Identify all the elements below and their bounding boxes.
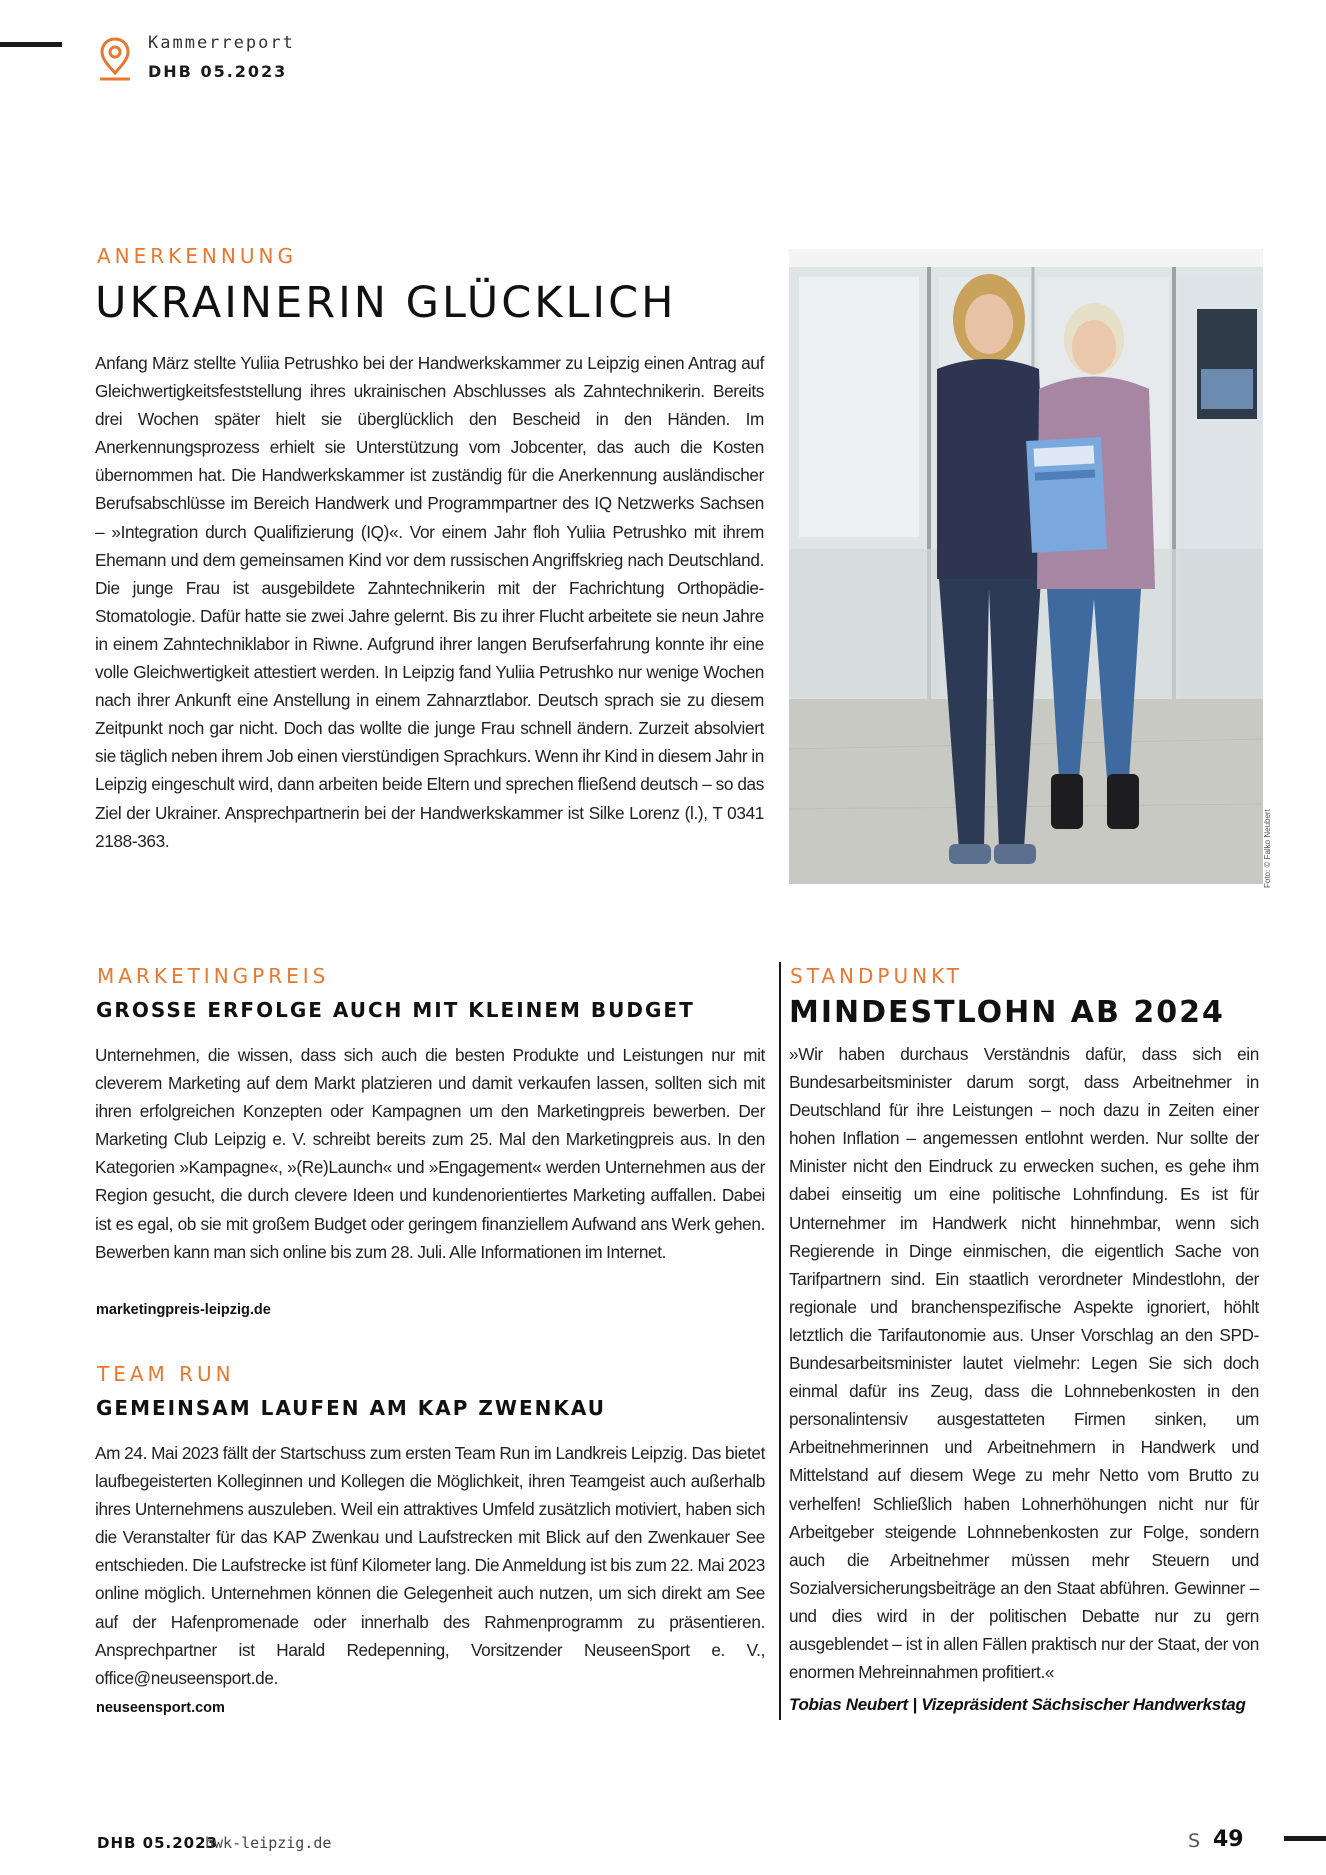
header-issue: DHB 05.2023 [148, 62, 288, 81]
marketing-body: Unternehmen, die wissen, dass sich auch die besten Produkte und Leistungen nur mit cleverem Marketing auf dem Markt platzieren und damit verkaufen lassen, sollten sich mit ihren erfolgreichen Konzepten oder Kampagnen um den Marketingpreis bewerben. Der Marketing Club Leipzig e. V. schreibt bereits zum 25. Mal den Marketingpreis aus. In den Kategorien »Kampagne«, »(Re)Launch« und »Engagement« werden Unternehmen aus der Region gesucht, die durch clevere Ideen und kundenorientiertes Marketing auffallen. Dabei ist es egal, ob sie mit großem Budget oder geringem finanziellem Aufwand ans Werk gehen. Bewerben kann man sich online bis zum 28. Juli. Alle Informationen im Internet. [95, 1045, 765, 1262]
footer-page-number: 49 [1213, 1827, 1244, 1852]
main-article-body: Anfang März stellte Yuliia Petrushko bei der Handwerkskammer zu Leipzig einen Antrag auf Gleichwertigkeitsfeststellung ihres ukrainischen Abschlusses als Zahntechnikerin. Bereits drei Wochen später hielt sie überglücklich den Bescheid in den Händen. Im Anerkennungsprozess erhielt sie Unterstützung vom Jobcenter, das auch die Kosten übernommen hat. Die Handwerkskammer ist zuständig für die Anerkennung ausländischer Berufsabschlüsse im Bereich Handwerk und Programmpartner des IQ Netzwerks Sachsen – »Integration durch Qualifizierung (IQ)«. Vor einem Jahr floh Yuliia Petrushko mit ihrem Ehemann und dem gemeinsamen Kind vor dem russischen Angriffskrieg nach Deutschland. Die junge Frau ist ausgebildete Zahntechnikerin mit der Fachrichtung Orthopädie-Stomatologie. Dafür hatte sie zwei Jahre gelernt. Bis zu ihrer Flucht arbeitete sie neun Jahre in einem Zahntechniklabor in Riwne. Aufgrund ihrer langen Berufserfahrung konnte ihr eine volle Gleichwertigkeit attestiert werden. In Leipzig fand Yuliia Petrushko nur wenige Wochen nach ihrer Ankunft eine Anstellung in einem Zahnarztlabor. Deutsch sprach sie zu diesem Zeitpunkt noch gar nicht. Doch das wollte die junge Frau schnell ändern. Zurzeit absolviert sie täglich neben ihrem Job einen vierstündigen Sprachkurs. Wenn ihr Kind in diesem Jahr in Leipzig eingeschult wird, dann arbeiten beide Eltern und sprechen fließend deutsch – so das Ziel der Ukrainer. Ansprechpartnerin bei der Handwerkskammer ist Silke Lorenz (l.), T 0341 2188-363. [95, 353, 764, 851]
teamrun-link[interactable]: neuseensport.com [96, 1700, 225, 1716]
footer-rule [1284, 1836, 1326, 1841]
standpunkt-kicker: STANDPUNKT [790, 964, 963, 988]
photo-credit: Foto: © Falko Neubert [1263, 809, 1272, 888]
header-section-title: Kammerreport [148, 33, 295, 53]
standpunkt-body: »Wir haben durchaus Verständnis dafür, dass sich ein Bundesarbeitsminister darum sorgt, dass Arbeitnehmer in Deutschland für ihre Leistungen – noch dazu in Zeiten einer hohen Inflation – angemessen entlohnt werden. Nur sollte der Minister nicht den Eindruck zu erwecken suchen, es gehe ihm dabei einseitig um eine politische Lohnfindung. Es ist für Unternehmer im Handwerk nicht hinnehmbar, wenn sich Regierende in Dinge einmischen, die eigentlich Sache von Tarifpartnern sind. Ein staatlich verordneter Mindestlohn, der regionale und branchenspezifische Aspekte ignoriert, höhlt letztlich die Tarifautonomie aus. Unser Vorschlag an den SPD-Bundesarbeitsminister lautet vielmehr: Legen Sie sich doch einmal dafür ins Zeug, dass die Lohnnebenkosten in den personalintensiv ausgestatteten Firmen sinken, um Arbeitnehmerinnen und Arbeitnehmern in Handwerk und Mittelstand auf diesem Wege zu mehr Netto vom Brutto zu verhelfen! Schließlich haben Lohnerhöhungen nicht nur für Arbeitgeber steigende Lohnnebenkosten zur Folge, sondern auch die Arbeitnehmer müssen mehr Steuern und Sozialversicherungsbeiträge an den Staat abführen. Gewinner – und dies wird in der politischen Debatte nur zu gern ausgeblendet – ist in allen Fällen praktisch nur der Staat, der von enormen Mehreinnahmen profitiert.« [789, 1044, 1259, 1683]
teamrun-title: GEMEINSAM LAUFEN AM KAP ZWENKAU [96, 1396, 606, 1420]
main-article-kicker: ANERKENNUNG [97, 244, 297, 268]
header-rule [0, 42, 62, 47]
footer-page-prefix: S [1188, 1830, 1201, 1852]
marketing-kicker: MARKETINGPREIS [97, 964, 330, 988]
marketing-title: GROSSE ERFOLGE AUCH MIT KLEINEM BUDGET [96, 998, 695, 1022]
teamrun-body: Am 24. Mai 2023 fällt der Startschuss zum ersten Team Run im Landkreis Leipzig. Das bietet laufbegeisterten Kolleginnen und Kollegen die Möglichkeit, ihren Teamgeist auch außerhalb ihres Unternehmens auszuleben. Weil ein attraktives Umfeld zusätzlich motiviert, haben sich die Veranstalter für das KAP Zwenkau und Laufstrecken mit Blick auf den Zwenkauer See entschieden. Die Laufstrecke ist fünf Kilometer lang. Die Anmeldung ist bis zum 22. Mai 2023 online möglich. Unternehmen können die Gelegenheit auch nutzen, um sich direkt am See auf der Hafenpromenade oder innerhalb des Rahmenprogramm zu präsentieren. Ansprechpartner ist Harald Redepenning, Vorsitzender NeuseenSport e. V., office@neuseensport.de. [95, 1443, 765, 1688]
column-divider [779, 962, 781, 1720]
marketing-link[interactable]: marketingpreis-leipzig.de [96, 1302, 271, 1318]
standpunkt-title: MINDESTLOHN AB 2024 [789, 995, 1225, 1030]
footer-issue: DHB 05.2023 [97, 1834, 218, 1852]
photo-two-women-with-certificate [789, 249, 1263, 884]
standpunkt-author: Tobias Neubert | Vizepräsident Sächsischer Handwerkstag [789, 1695, 1246, 1714]
teamrun-kicker: TEAM RUN [97, 1362, 235, 1386]
footer-website-link[interactable]: hwk-leipzig.de [205, 1834, 332, 1852]
article-photo [789, 249, 1263, 884]
location-pin-icon [97, 36, 133, 82]
main-article-title: UKRAINERIN GLÜCKLICH [95, 278, 677, 328]
